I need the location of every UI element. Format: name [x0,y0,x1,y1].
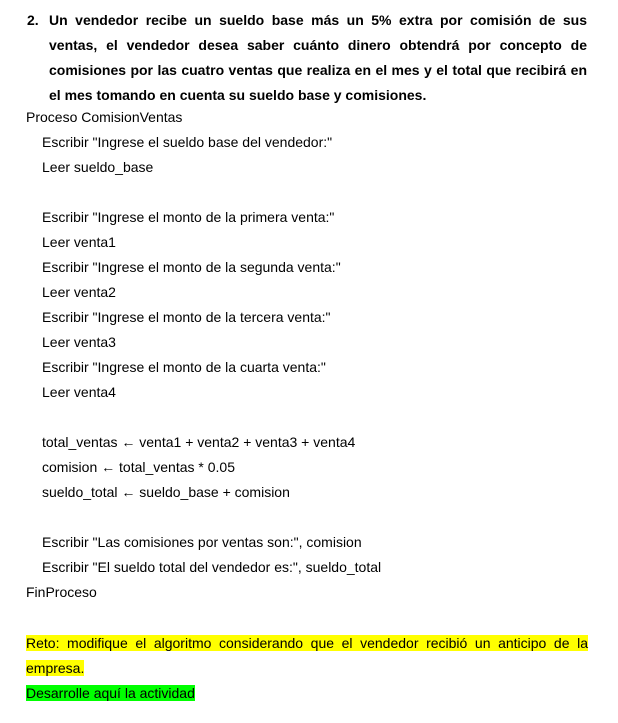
task-prompt [26,681,195,706]
pseudocode-line: sueldo_total ← sueldo_base + comision [42,484,290,500]
challenge-paragraph [26,631,588,681]
pseudocode-line: Escribir "Ingrese el monto de la cuarta venta:" [42,359,326,375]
pseudocode-line: Leer venta3 [42,334,116,350]
pseudocode-line: Escribir "Ingrese el monto de la segunda venta:" [42,259,341,275]
pseudocode-line: Escribir "Ingrese el monto de la tercera venta:" [42,309,331,325]
pseudocode-line: Leer venta2 [42,284,116,300]
pseudocode-line: total_ventas ← venta1 + venta2 + venta3 + venta4 [42,434,356,450]
pseudocode-line: Leer sueldo_base [42,159,154,175]
pseudocode-line: comision ← total_ventas * 0.05 [42,459,235,475]
pseudocode-line: Escribir "Ingrese el monto de la primera venta:" [42,209,335,225]
problem-text: Un vendedor recibe un sueldo base más un 5% extra por comisión de sus ventas, el vendedor desea saber cuánto dinero obtendrá por concepto de comisiones por las cuatro ventas que realiza en el mes y el total que recibirá en el mes tomando en cuenta su sueldo base y comisiones. [49,12,587,103]
task-text: Desarrolle aquí la actividad [26,685,195,701]
pseudocode-line: Proceso ComisionVentas [26,109,183,125]
pseudocode-line: Escribir "El sueldo total del vendedor es:", sueldo_total [42,559,382,575]
pseudocode-line: Leer venta1 [42,234,116,250]
challenge-text: Reto: modifique el algoritmo considerando que el vendedor recibió un anticipo de la empresa. [26,635,588,676]
pseudocode-line: Escribir "Ingrese el sueldo base del vendedor:" [42,134,333,150]
pseudocode-line: FinProceso [26,584,97,600]
pseudocode-line: Escribir "Las comisiones por ventas son:", comision [42,534,362,550]
pseudocode-line: Leer venta4 [42,384,116,400]
problem-statement [27,8,587,108]
problem-number: 2. [27,12,39,28]
